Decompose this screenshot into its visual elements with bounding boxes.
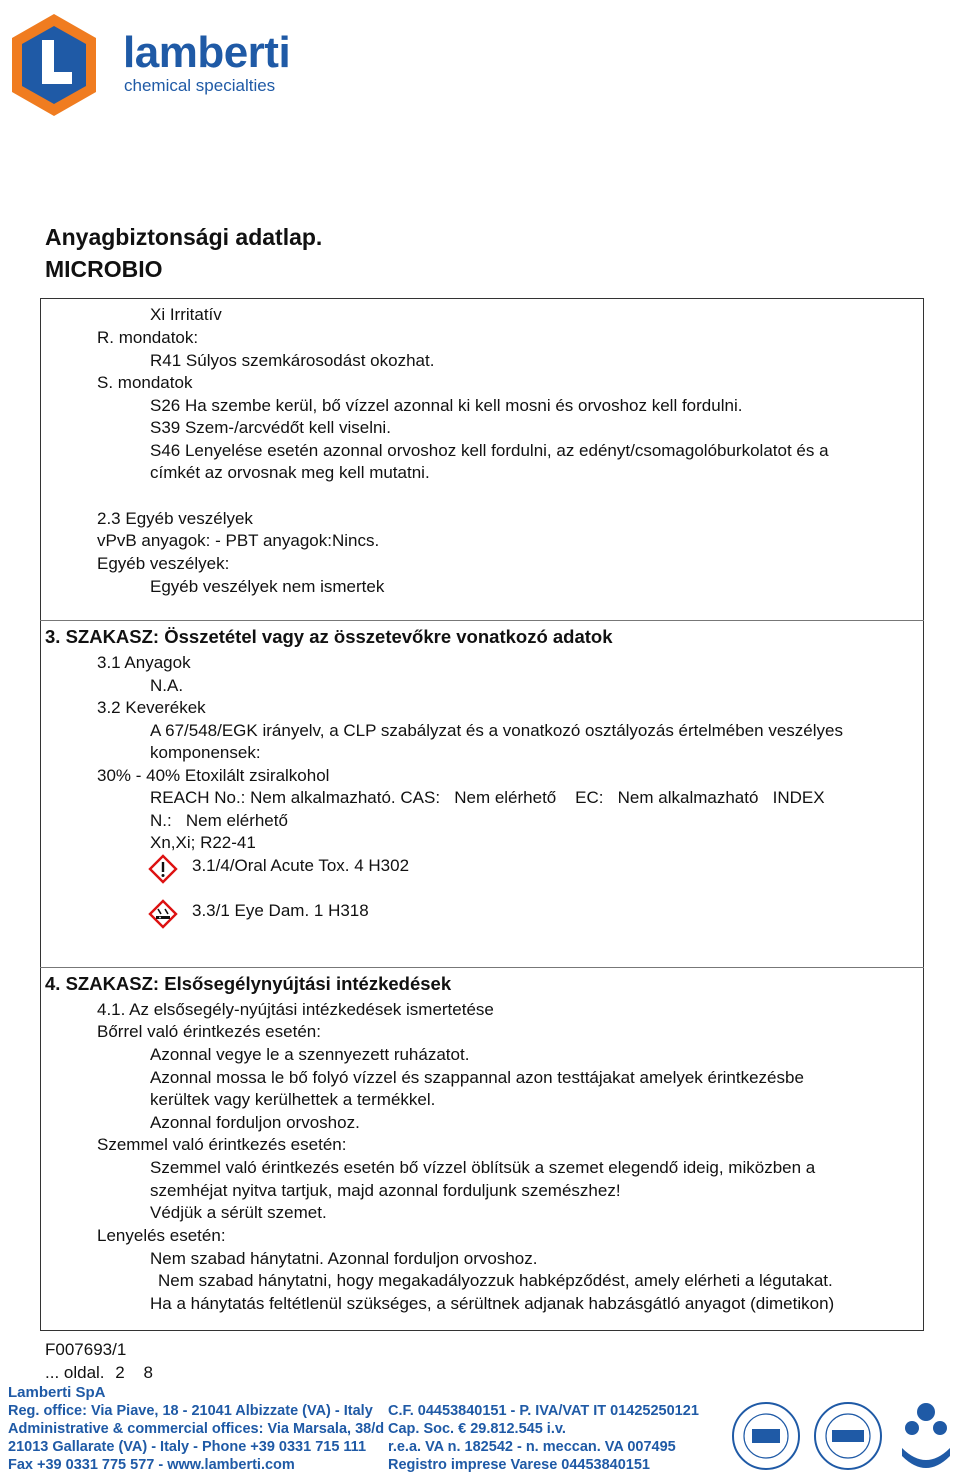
text-line: Szemmel való érintkezés esetén bő vízzel öblítsük a szemet elegendő ideig, miközben a bbox=[150, 1158, 816, 1177]
subsection-heading: 4.1. Az elsősegély-nyújtási intézkedések ismertetése bbox=[97, 1000, 494, 1019]
section-4-title: 4. SZAKASZ: Elsősegélynyújtási intézkedések bbox=[45, 973, 452, 994]
footer-tax-info: Registro imprese Varese 04453840151 bbox=[388, 1457, 650, 1473]
iqnet-certification-icon bbox=[812, 1400, 884, 1472]
field-label: Szemmel való érintkezés esetén: bbox=[97, 1135, 347, 1154]
s-phrases-label: S. mondatok bbox=[97, 373, 193, 392]
logo-name: lamberti bbox=[123, 28, 291, 77]
page-total: 8 bbox=[143, 1363, 153, 1382]
document-title: Anyagbiztonsági adatlap. bbox=[45, 224, 323, 250]
text-line: kerültek vagy kerülhettek a termékkel. bbox=[150, 1090, 436, 1109]
text-line: A 67/548/EGK irányelv, a CLP szabályzat és a vonatkozó osztályozás értelmében veszélyes bbox=[150, 721, 843, 740]
field-label: Egyéb veszélyek: bbox=[97, 554, 230, 573]
product-name: MICROBIO bbox=[45, 256, 163, 282]
component-classification: Xn,Xi; R22-41 bbox=[150, 833, 256, 852]
subsection-heading: 3.2 Keverékek bbox=[97, 698, 206, 717]
section-3-title: 3. SZAKASZ: Összetétel vagy az összetevőkre vonatkozó adatok bbox=[45, 626, 613, 647]
text-line: Nem szabad hánytatni. Azonnal forduljon orvoshoz. bbox=[150, 1249, 538, 1268]
text-line: Azonnal mossa le bő folyó vízzel és szappannal azon testtájakat amelyek érintkezésbe bbox=[150, 1068, 804, 1087]
page-current: 2 bbox=[115, 1363, 125, 1382]
page-number bbox=[45, 1362, 153, 1385]
r-phrases-label: R. mondatok: bbox=[97, 328, 199, 347]
frame-border bbox=[40, 1330, 924, 1331]
s-phrase: S39 Szem-/arcvédőt kell viselni. bbox=[150, 418, 391, 437]
s-phrase: S46 Lenyelése esetén azonnal orvoshoz kell fordulni, az edényt/csomagolóburkolatot és a bbox=[150, 441, 829, 460]
footer-tax-info: C.F. 04453840151 - P. IVA/VAT IT 01425250121 bbox=[388, 1403, 699, 1419]
r-phrase: R41 Súlyos szemkárosodást okozhat. bbox=[150, 351, 435, 370]
component-identifiers: REACH No.: Nem alkalmazható. CAS: Nem elérhető EC: Nem alkalmazható INDEX bbox=[150, 788, 825, 807]
text-line: szemhéjat nyitva tartjuk, majd azonnal forduljunk szemészhez! bbox=[150, 1181, 621, 1200]
field-value: N.A. bbox=[150, 676, 184, 695]
field-value: Egyéb veszélyek nem ismertek bbox=[150, 577, 385, 596]
s-phrase: S26 Ha szembe kerül, bő vízzel azonnal ki kell mosni és orvoshoz kell fordulni. bbox=[150, 396, 743, 415]
text-line: Azonnal vegye le a szennyezett ruházatot. bbox=[150, 1045, 470, 1064]
footer-tax-info: r.e.a. VA n. 182542 - n. meccan. VA 007495 bbox=[388, 1439, 676, 1455]
text-line: Nem szabad hánytatni, hogy megakadályozzuk habképződést, amely elérheti a légutakat. bbox=[158, 1271, 833, 1290]
component-name: 30% - 40% Etoxilált zsiralkohol bbox=[97, 766, 330, 785]
corrosion-hazard-icon bbox=[148, 899, 178, 929]
text-line: Azonnal forduljon orvoshoz. bbox=[150, 1113, 360, 1132]
page-label: ... oldal. bbox=[45, 1363, 105, 1382]
field-label: Bőrrel való érintkezés esetén: bbox=[97, 1022, 321, 1041]
exclamation-hazard-icon bbox=[148, 854, 178, 884]
lamberti-hexagon-logo bbox=[8, 12, 100, 118]
company-name: Lamberti SpA bbox=[8, 1384, 106, 1401]
frame-border bbox=[40, 298, 41, 1331]
s-phrase: címkét az orvosnak meg kell mutatni. bbox=[150, 463, 430, 482]
section-divider bbox=[40, 967, 924, 968]
footer-address: Administrative & commercial offices: Via Marsala, 38/d bbox=[8, 1421, 385, 1437]
responsible-care-icon bbox=[896, 1398, 956, 1474]
field-label: Lenyelés esetén: bbox=[97, 1226, 226, 1245]
text-line: Védjük a sérült szemet. bbox=[150, 1203, 327, 1222]
footer-contact: Fax +39 0331 775 577 - www.lamberti.com bbox=[8, 1457, 295, 1473]
subsection-heading: 2.3 Egyéb veszélyek bbox=[97, 509, 253, 528]
frame-border bbox=[923, 298, 924, 1331]
text-line: vPvB anyagok: - PBT anyagok:Nincs. bbox=[97, 531, 380, 550]
footer-address: 21013 Gallarate (VA) - Italy - Phone +39 0331 715 111 bbox=[8, 1439, 367, 1455]
footer-address: Reg. office: Via Piave, 18 - 21041 Albizzate (VA) - Italy bbox=[8, 1403, 373, 1419]
section-divider bbox=[40, 620, 924, 621]
classification-xi: Xi Irritatív bbox=[150, 305, 222, 324]
text-line: komponensek: bbox=[150, 743, 261, 762]
document-code: F007693/1 bbox=[45, 1340, 127, 1359]
hazard-statement: 3.1/4/Oral Acute Tox. 4 H302 bbox=[192, 856, 410, 875]
footer-tax-info: Cap. Soc. € 29.812.545 i.v. bbox=[388, 1421, 566, 1437]
subsection-heading: 3.1 Anyagok bbox=[97, 653, 191, 672]
logo-tagline: chemical specialties bbox=[124, 76, 276, 95]
frame-border bbox=[40, 298, 924, 299]
text-line: Ha a hánytatás feltétlenül szükséges, a sérültnek adjanak habzásgátló anyagot (dimetikon) bbox=[150, 1294, 835, 1313]
hazard-statement: 3.3/1 Eye Dam. 1 H318 bbox=[192, 901, 369, 920]
component-identifiers: N.: Nem elérhető bbox=[150, 811, 288, 830]
sgs-certification-icon bbox=[730, 1400, 802, 1472]
